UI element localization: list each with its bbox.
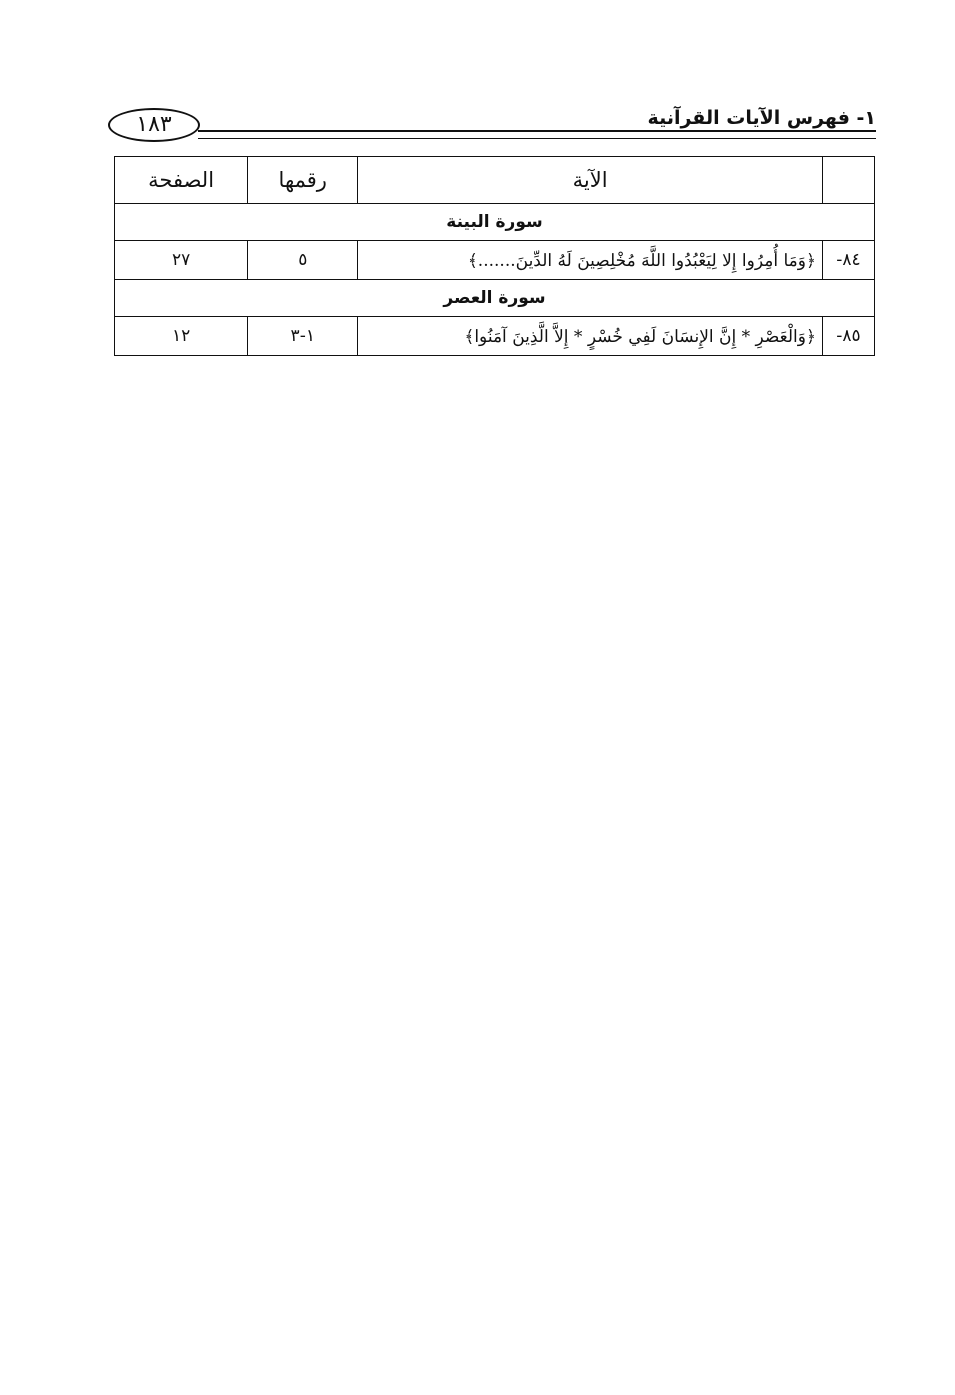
page-ref: ١٢ (115, 317, 248, 356)
entry-number: ٨٥- (822, 317, 874, 356)
ayah-text: ﴿وَمَا أُمِرُوا إِلا لِيَعْبُدُوا اللَّهَ مُخْلِصِينَ لَهُ الدِّينَ.......﴾ (358, 241, 823, 280)
surah-heading-row (115, 204, 875, 241)
ayah-index-table (114, 156, 875, 356)
table-row (115, 241, 875, 280)
header-rule (198, 130, 876, 139)
table-row (115, 317, 875, 356)
page-number: ١٨٣ (108, 108, 200, 142)
page-ref: ٢٧ (115, 241, 248, 280)
surah-heading: سورة البينة (115, 204, 875, 241)
header-ayah: الآية (358, 157, 823, 204)
table-header-row (115, 157, 875, 204)
surah-heading-row (115, 280, 875, 317)
header-raqm: رقمها (248, 157, 358, 204)
ayah-number: ٥ (248, 241, 358, 280)
ayah-number: ١-٣ (248, 317, 358, 356)
header-number-cell (822, 157, 874, 204)
page-header (108, 106, 876, 146)
surah-heading: سورة العصر (115, 280, 875, 317)
header-page: الصفحة (115, 157, 248, 204)
entry-number: ٨٤- (822, 241, 874, 280)
index-title: ١- فهرس الآيات القرآنية (647, 107, 876, 129)
ayah-text: ﴿وَالْعَصْرِ * إِنَّ الإِنسَانَ لَفِي خُسْرٍ * إِلاَّ الَّذِينَ آمَنُوا﴾ (358, 317, 823, 356)
